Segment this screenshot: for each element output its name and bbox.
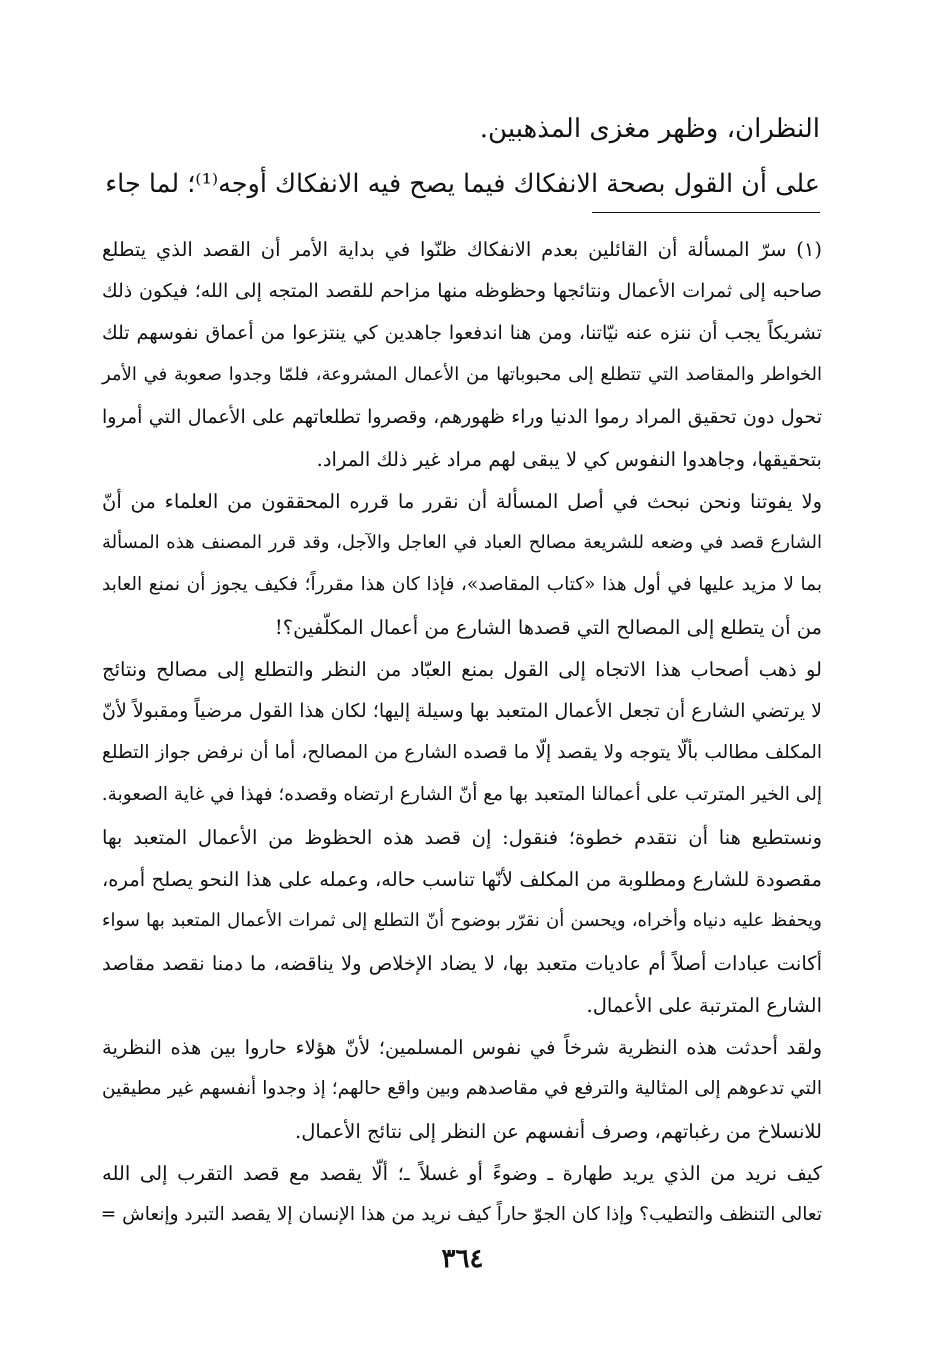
footnote-line: ويحفظ عليه دنياه وأخراه، ويحسن أن نقرّر بوضوح أنّ التطلع إلى ثمرات الأعمال المتعبد بها سواء — [102, 910, 822, 931]
footnote-line: لا يرتضي الشارع أن تجعل الأعمال المتعبد بها وسيلة إليها؛ لكان هذا القول مرضياً ومقبولاً لأنّ — [102, 700, 822, 722]
footnote-line: كيف نريد من الذي يريد طهارة ـ وضوءً أو غسلاً ـ؛ ألّا يقصد مع قصد التقرب إلى الله — [102, 1162, 822, 1185]
footnote-line: أكانت عبادات أصلاً أم عاديات متعبد بها، لا يضاد الإخلاص ولا يناقضه، ما دمنا نقصد مقاصد — [102, 952, 822, 975]
main-text-line: النظران، وظهر مغزى المذهبين. — [479, 114, 820, 144]
footnote-line: للانسلاخ من رغباتهم، وصرف أنفسهم عن النظر إلى نتائج الأعمال. — [295, 1120, 822, 1143]
footnote-line: الخواطر والمقاصد التي تتطلع إلى محبوباتها من الأعمال المشروعة، فلمّا وجدوا صعوبة في الأمر — [102, 364, 822, 385]
footnote-line: ونستطيع هنا أن نتقدم خطوة؛ فنقول: إن قصد هذه الحظوظ من الأعمال المتعبد بها — [102, 826, 822, 849]
footnote-line: التي تدعوهم إلى المثالية والترفع في مقاصدهم وبين واقع حالهم؛ إذ وجدوا أنفسهم غير مطيقين — [102, 1078, 822, 1099]
footnote-line: بتحقيقها، وجاهدوا النفوس كي لا يبقى لهم مراد غير ذلك المراد. — [316, 448, 822, 471]
page-number: ٣٦٤ — [441, 1244, 484, 1274]
footnote-line: ولا يفوتنا ونحن نبحث في أصل المسألة أن نقرر ما قرره المحققون من العلماء من أنّ — [102, 490, 822, 513]
footnote-line: لو ذهب أصحاب هذا الاتجاه إلى القول بمنع العبّاد من النظر والتطلع إلى مصالح ونتائج — [102, 658, 822, 681]
footnote-separator — [592, 212, 820, 213]
footnote-line: تشريكاً يجب أن ننزه عنه نيّاتنا، ومن هنا اندفعوا جاهدين كي ينتزعوا من أعماق نفوسهم تلك — [102, 322, 823, 344]
footnote-line: الشارع قصد في وضعه للشريعة مصالح العباد في العاجل والآجل، وقد قرر المصنف هذه المسألة — [102, 532, 822, 553]
footnote-line: صاحبه إلى ثمرات الأعمال ونتائجها وحظوظه منها مزاحم للقصد المتجه إلى الله؛ فيكون ذلك — [102, 280, 822, 302]
main-text-line: على أن القول بصحة الانفكاك فيما يصح فيه الانفكاك أوجه⁽¹⁾؛ لما جاء — [105, 169, 820, 199]
footnote-line: ولقد أحدثت هذه النظرية شرخاً في نفوس المسلمين؛ لأنّ هؤلاء حاروا بين هذه النظرية — [102, 1036, 822, 1059]
footnote-line: تعالى التنظف والتطيب؟ وإذا كان الجوّ حاراً كيف نريد من هذا الإنسان إلا يقصد التبرد وإنعاش = — [100, 1204, 822, 1225]
footnote-line: الشارع المترتبة على الأعمال. — [586, 994, 822, 1017]
footnote-line: تحول دون تحقيق المراد رموا الدنيا وراء ظهورهم، وقصروا تطلعاتهم على الأعمال التي أمروا — [102, 406, 822, 428]
footnote-line: المكلف مطالب بألّا يتوجه ولا يقصد إلّا ما قصده الشارع من المصالح، أما أن نرفض جواز التطلع — [102, 742, 822, 763]
footnote-line: بما لا مزيد عليها في أول هذا «كتاب المقاصد»، فإذا كان هذا مقرراً؛ فكيف يجوز أن نمنع العابد — [102, 574, 822, 595]
footnote-line: إلى الخير المترتب على أعمالنا المتعبد بها مع أنّ الشارع ارتضاه وقصده؛ فهذا في غاية الصعوبة. — [101, 784, 822, 805]
footnote-line: من أن يتطلع إلى المصالح التي قصدها الشارع من أعمال المكلّفين؟! — [274, 616, 822, 639]
footnote-line: مقصودة للشارع ومطلوبة من المكلف لأنّها تناسب حاله، وعمله على هذا النحو يصلح أمره، — [102, 868, 822, 891]
footnote-line: (١) سرّ المسألة أن القائلين بعدم الانفكاك ظنّوا في بداية الأمر أن القصد الذي يتطلع — [102, 238, 822, 261]
